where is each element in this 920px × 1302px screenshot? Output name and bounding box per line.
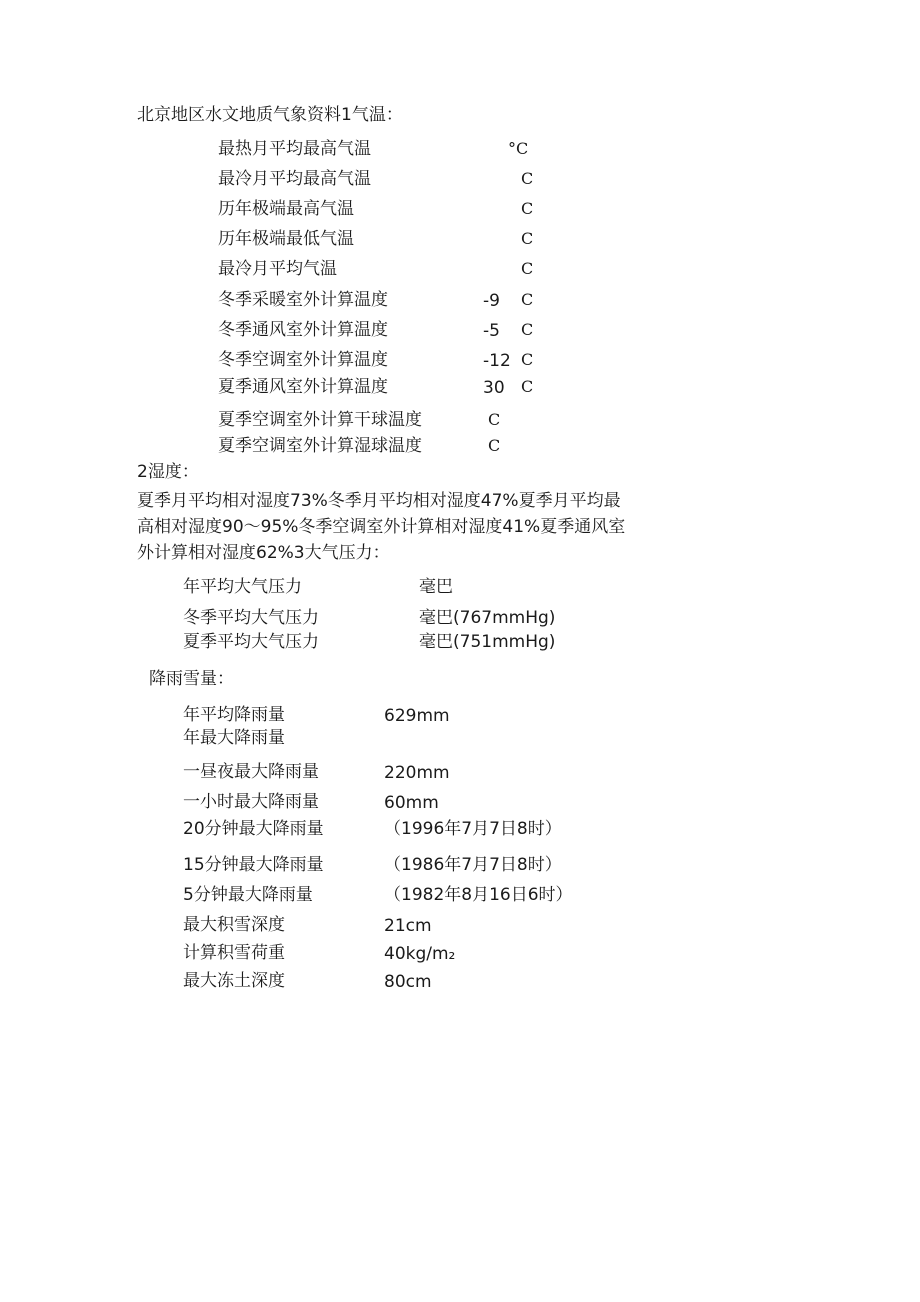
pressure-label: 夏季平均大气压力 [183,632,319,652]
temperature-unit: C [521,320,534,339]
pressure-value: 毫巴(767mmHg) [419,608,556,628]
rain-label: 年平均降雨量 [183,705,285,725]
temperature-unit: C [521,169,534,188]
rain-label: 20分钟最大降雨量 [183,819,324,839]
rain-label: 一昼夜最大降雨量 [183,762,319,782]
temperature-label: 最冷月平均最高气温 [218,169,371,189]
humidity-heading: 2湿度： [137,462,199,482]
temperature-label: 最冷月平均气温 [218,259,337,279]
pressure-label: 年平均大气压力 [183,577,302,597]
rain-value: （1996年7月7日8时） [384,819,562,839]
temperature-label: 夏季通风室外计算温度 [218,377,388,397]
temperature-unit: C [521,377,534,396]
temperature-unit: C [521,229,534,248]
rain-label: 年最大降雨量 [183,728,285,748]
pressure-label: 冬季平均大气压力 [183,608,319,628]
temperature-unit: C [521,199,534,218]
rain-value: 80cm [384,972,432,992]
pressure-value: 毫巴(751mmHg) [419,632,556,652]
rain-value: 21cm [384,916,432,936]
rain-heading: 降雨雪量： [149,669,234,689]
pressure-value: 毫巴 [419,577,453,597]
temperature-label: 历年极端最高气温 [218,199,354,219]
temperature-value: -12 [483,351,511,371]
temperature-label: 冬季通风室外计算温度 [218,320,388,340]
rain-value: （1982年8月16日6时） [384,885,573,905]
temperature-unit: C [488,436,501,455]
temperature-label: 最热月平均最高气温 [218,139,371,159]
temperature-unit: C [521,290,534,309]
temperature-label: 夏季空调室外计算干球温度 [218,410,422,430]
humidity-paragraph: 夏季月平均相对湿度73%冬季月平均相对湿度47%夏季月平均最高相对湿度90～95%冬季空调室外计算相对湿度41%夏季通风室外计算相对湿度62%3大气压力： [137,491,626,563]
temperature-label: 冬季采暖室外计算温度 [218,290,388,310]
rain-value: 220mm [384,763,450,783]
rain-label: 5分钟最大降雨量 [183,885,313,905]
rain-value: （1986年7月7日8时） [384,855,562,875]
rain-value: 40kg/m₂ [384,944,456,964]
rain-label: 一小时最大降雨量 [183,792,319,812]
rain-label: 最大冻土深度 [183,971,285,991]
temperature-unit: C [521,259,534,278]
temperature-value: -9 [483,291,500,311]
temperature-unit: C [488,410,501,429]
temperature-label: 冬季空调室外计算温度 [218,350,388,370]
rain-value: 60mm [384,793,439,813]
temperature-unit: C [521,350,534,369]
temperature-label: 夏季空调室外计算湿球温度 [218,436,422,456]
rain-label: 15分钟最大降雨量 [183,855,324,875]
temperature-value: 30 [483,378,505,398]
rain-value: 629mm [384,706,450,726]
temperature-value: -5 [483,321,500,341]
page-heading: 北京地区水文地质气象资料1气温： [137,105,403,125]
rain-label: 最大积雪深度 [183,915,285,935]
temperature-label: 历年极端最低气温 [218,229,354,249]
rain-label: 计算积雪荷重 [183,943,285,963]
temperature-unit: °C [508,139,529,158]
